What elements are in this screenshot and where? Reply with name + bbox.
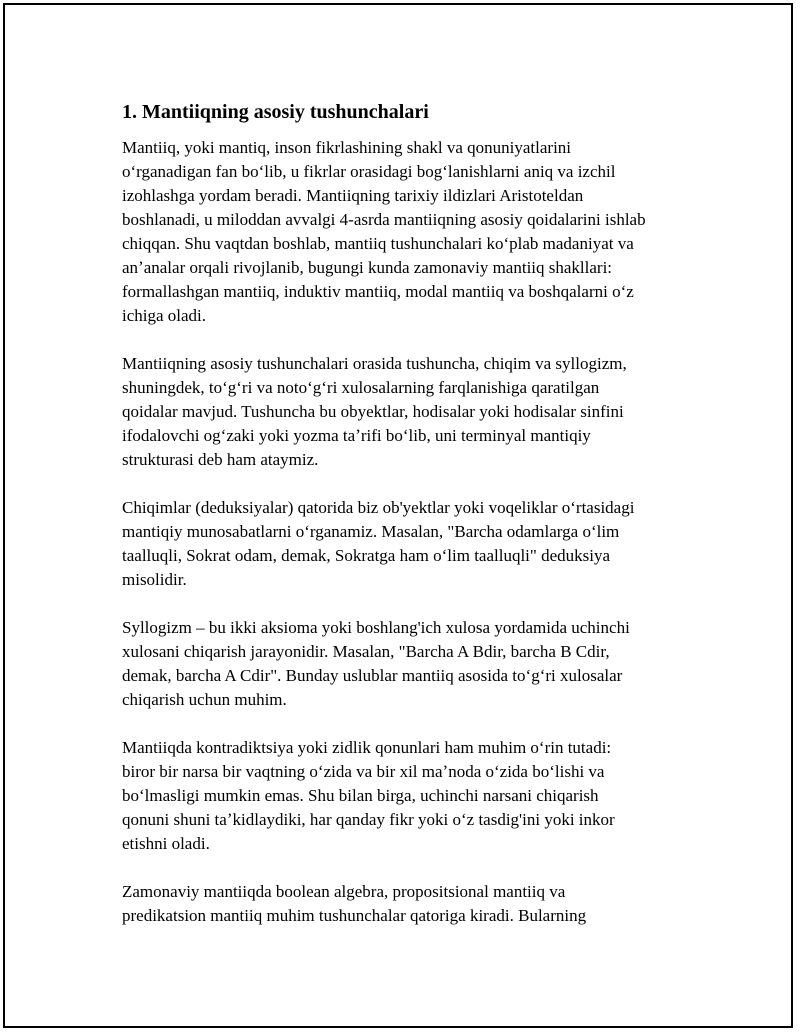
text-line: Zamonaviy mantiiqda boolean algebra, propositsional mantiiq va (122, 882, 566, 901)
section-heading: 1. Mantiiqning asosiy tushunchalari (122, 101, 429, 123)
text-line: anʼanalar orqali rivojlanib, bugungi kunda zamonaviy mantiiq shakllari: (122, 258, 613, 277)
text-line: boʻlmasligi mumkin emas. Shu bilan birga, uchinchi narsani chiqarish (122, 786, 599, 805)
text-line: Mantiiqda kontradiktsiya yoki zidlik qonunlari ham muhim oʻrin tutadi: (122, 738, 612, 757)
text-line: Mantiiq, yoki mantiq, inson fikrlashining shakl va qonuniyatlarini (122, 138, 572, 157)
text-line: xulosani chiqarish jarayonidir. Masalan, "Barcha A Bdir, barcha B Cdir, (122, 642, 610, 661)
paragraph-6 (122, 880, 702, 928)
text-line: taalluqli, Sokrat odam, demak, Sokratga ham oʻlim taalluqli" deduksiya (122, 546, 611, 565)
text-line: qonuni shuni taʼkidlaydiki, har qanday fikr yoki oʻz tasdig'ini yoki inkor (122, 810, 615, 829)
text-line: oʻrganadigan fan boʻlib, u fikrlar orasidagi bogʻlanishlarni aniq va izchil (122, 162, 616, 181)
text-line: misolidir. (122, 570, 187, 589)
text-line: etishni oladi. (122, 834, 210, 853)
text-line: mantiqiy munosabatlarni oʻrganamiz. Masalan, "Barcha odamlarga oʻlim (122, 522, 620, 541)
paragraph-2 (122, 352, 702, 472)
paragraph-3 (122, 496, 702, 592)
text-line: formallashgan mantiiq, induktiv mantiiq, modal mantiiq va boshqalarni oʻz (122, 282, 634, 301)
text-line: demak, barcha A Cdir". Bunday uslublar mantiiq asosida toʻgʻri xulosalar (122, 666, 623, 685)
text-line: ifodalovchi ogʻzaki yoki yozma taʼrifi boʻlib, uni terminyal mantiqiy (122, 426, 591, 445)
text-line: predikatsion mantiiq muhim tushunchalar qatoriga kiradi. Bularning (122, 906, 587, 925)
document-body (122, 100, 702, 952)
paragraph-1 (122, 136, 702, 328)
text-line: qoidalar mavjud. Tushuncha bu obyektlar, hodisalar yoki hodisalar sinfini (122, 402, 624, 421)
text-line: ichiga oladi. (122, 306, 207, 325)
text-line: boshlanadi, u miloddan avvalgi 4-asrda mantiiqning asosiy qoidalarini ishlab (122, 210, 646, 229)
paragraph-4 (122, 616, 702, 712)
text-line: strukturasi deb ham ataymiz. (122, 450, 319, 469)
text-line: Syllogizm – bu ikki aksioma yoki boshlang'ich xulosa yordamida uchinchi (122, 618, 630, 637)
text-line: izohlashga yordam beradi. Mantiiqning tarixiy ildizlari Aristoteldan (122, 186, 584, 205)
text-line: chiqarish uchun muhim. (122, 690, 287, 709)
paragraph-5 (122, 736, 702, 856)
text-line: biror bir narsa bir vaqtning oʻzida va bir xil maʼnoda oʻzida boʻlishi va (122, 762, 605, 781)
text-line: chiqqan. Shu vaqtdan boshlab, mantiiq tushunchalari koʻplab madaniyat va (122, 234, 634, 253)
text-line: shuningdek, toʻgʻri va notoʻgʻri xulosalarning farqlanishiga qaratilgan (122, 378, 600, 397)
text-line: Chiqimlar (deduksiyalar) qatorida biz ob'yektlar yoki voqeliklar oʻrtasidagi (122, 498, 635, 517)
text-line: Mantiiqning asosiy tushunchalari orasida tushuncha, chiqim va syllogizm, (122, 354, 627, 373)
page-frame (3, 3, 793, 1028)
